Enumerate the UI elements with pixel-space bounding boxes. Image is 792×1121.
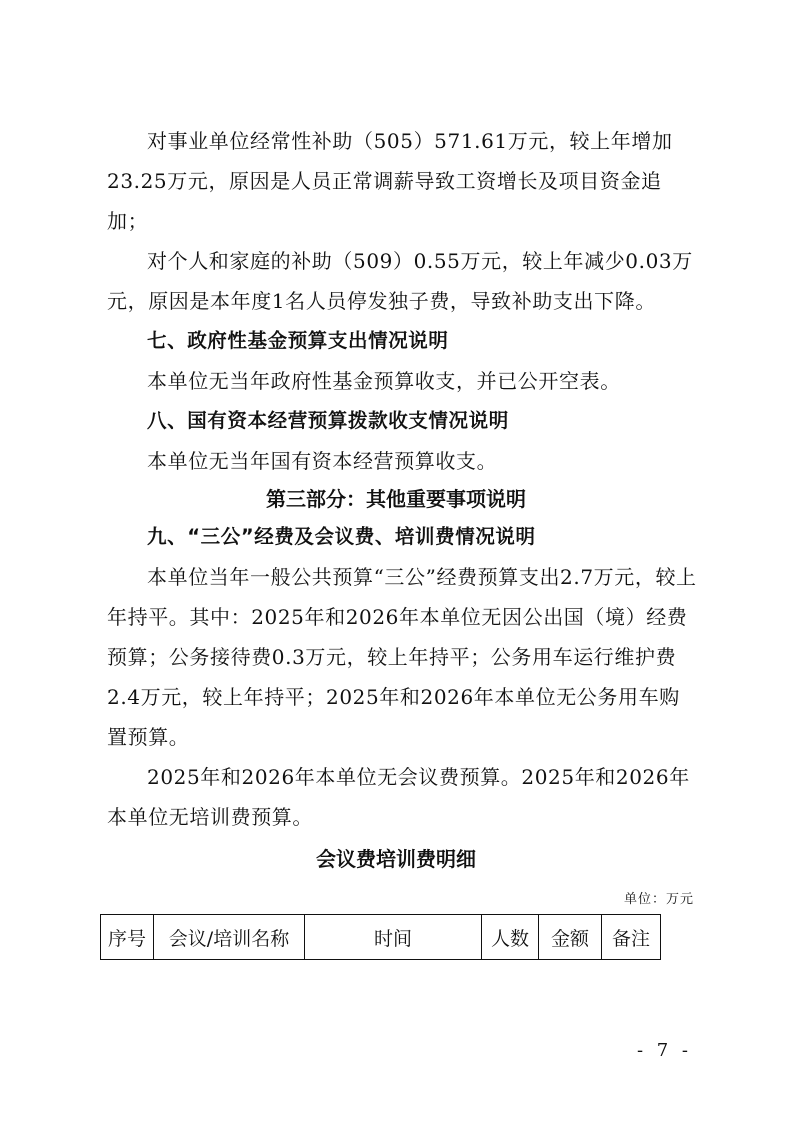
header-count: 人数 — [482, 915, 539, 960]
unit-label: 单位：万元 — [623, 892, 694, 907]
header-remark: 备注 — [602, 915, 661, 960]
header-amount: 金额 — [539, 915, 602, 960]
table-title: 会议费培训费明细 — [316, 847, 476, 871]
section8-text: 本单位无当年国有资本经营预算收支。 — [147, 449, 498, 473]
part3-title: 第三部分：其他重要事项说明 — [266, 487, 526, 511]
paragraph-subsidy-509: 对个人和家庭的补助（509）0.55万元，较上年减少0.03万元，原因是本年度1名人员停发独子费，导致补助支出下降。 — [107, 249, 693, 313]
header-name: 会议/培训名称 — [154, 915, 305, 960]
section9-paragraph-2: 2025年和2026年本单位无会议费预算。2025年和2026年本单位无培训费预算。 — [107, 765, 690, 829]
meeting-training-table — [100, 914, 661, 960]
body-lower — [107, 517, 697, 837]
body-upper — [107, 121, 697, 481]
paragraph-subsidy-505: 对事业单位经常性补助（505）571.61万元，较上年增加23.25万元，原因是人员正常调薪导致工资增长及项目资金追加； — [107, 129, 673, 233]
header-time: 时间 — [305, 915, 482, 960]
section7-text: 本单位无当年政府性基金预算收支，并已公开空表。 — [147, 369, 621, 393]
page-number: - 7 - — [636, 1040, 692, 1061]
section8-heading: 八、国有资本经营预算拨款收支情况说明 — [147, 409, 509, 432]
section9-heading: 九、“三公”经费及会议费、培训费情况说明 — [147, 525, 536, 548]
section9-paragraph-1: 本单位当年一般公共预算“三公”经费预算支出2.7万元，较上年持平。其中：2025年和2026年本单位无因公出国（境）经费预算；公务接待费0.3万元，较上年持平；公务用车运行维护费2.4万元，较上年持平；2025年和2026年本单位无公务用车购置预算。 — [107, 565, 697, 749]
header-index: 序号 — [101, 915, 154, 960]
section7-heading: 七、政府性基金预算支出情况说明 — [147, 329, 449, 352]
table-header-row — [101, 915, 661, 960]
